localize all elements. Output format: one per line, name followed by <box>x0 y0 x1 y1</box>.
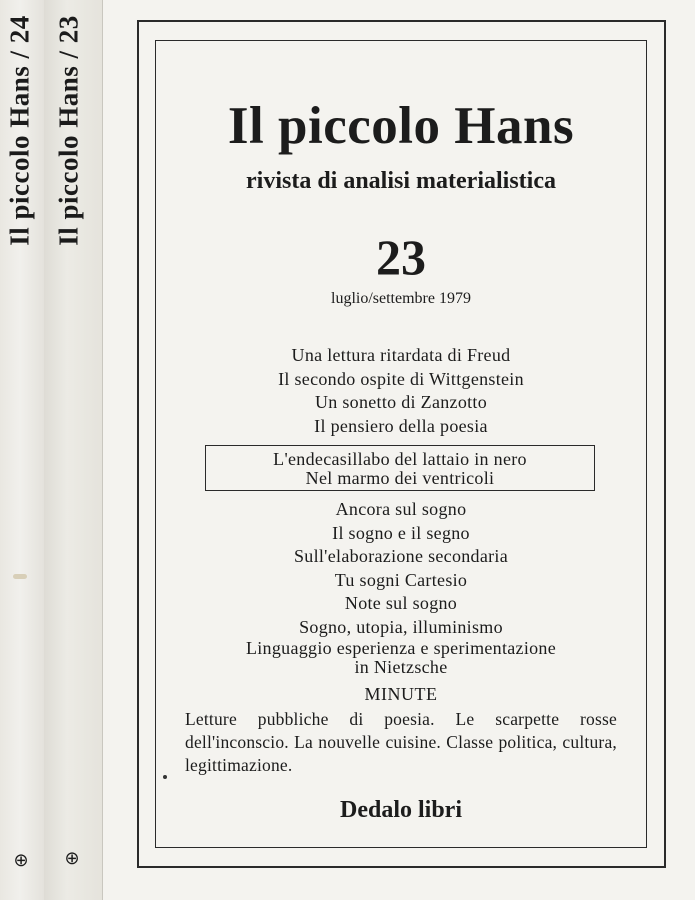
contents-list-top <box>155 344 647 438</box>
contents-item: L'endecasillabo del lattaio in nero <box>273 449 527 469</box>
journal-subtitle: rivista di analisi materialistica <box>246 168 556 194</box>
contents-item: Ancora sul sogno <box>335 499 467 519</box>
contents-item: in Nietzsche <box>354 657 448 677</box>
contents-item: Nel marmo dei ventricoli <box>305 468 495 488</box>
minute-heading: MINUTE <box>364 684 438 704</box>
publisher-logo-icon: ⊕ <box>13 850 29 871</box>
contents-item: Sogno, utopia, illuminismo <box>299 616 503 637</box>
spine-title-24: Il piccolo Hans / 24 <box>4 15 35 246</box>
journal-title: Il piccolo Hans <box>227 97 575 155</box>
contents-item: Un sonetto di Zanzotto <box>314 392 488 412</box>
contents-item: Il secondo ospite di Wittgenstein <box>278 368 524 389</box>
contents-item: Tu sogni Cartesio <box>334 569 468 590</box>
contents-item: Una lettura ritardata di Freud <box>291 345 511 365</box>
contents-list-boxed <box>205 450 595 488</box>
contents-item: Il sogno e il segno <box>332 522 470 543</box>
print-speck <box>163 775 167 779</box>
front-cover <box>103 0 695 900</box>
issue-date: luglio/settembre 1979 <box>331 290 471 307</box>
contents-list-bottom <box>155 498 647 677</box>
contents-item: Note sul sogno <box>344 593 458 613</box>
spine-title-23: Il piccolo Hans / 23 <box>53 15 84 246</box>
spine-stain <box>13 574 27 579</box>
spine-issue-24 <box>0 0 45 900</box>
publisher-name: Dedalo libri <box>339 797 462 823</box>
contents-item: Linguaggio esperienza e sperimentazione <box>245 638 557 658</box>
minute-text: Letture pubbliche di poesia. Le scarpette rosse dell'inconscio. La nouvelle cuisine. Classe politica, cultura, legittimazione. <box>185 709 617 775</box>
contents-item: Sull'elaborazione secondaria <box>293 546 509 566</box>
spine-issue-23 <box>44 0 103 900</box>
publisher-logo-icon: ⊕ <box>64 848 80 869</box>
contents-item: Il pensiero della poesia <box>314 415 488 436</box>
issue-number: 23 <box>376 229 426 285</box>
